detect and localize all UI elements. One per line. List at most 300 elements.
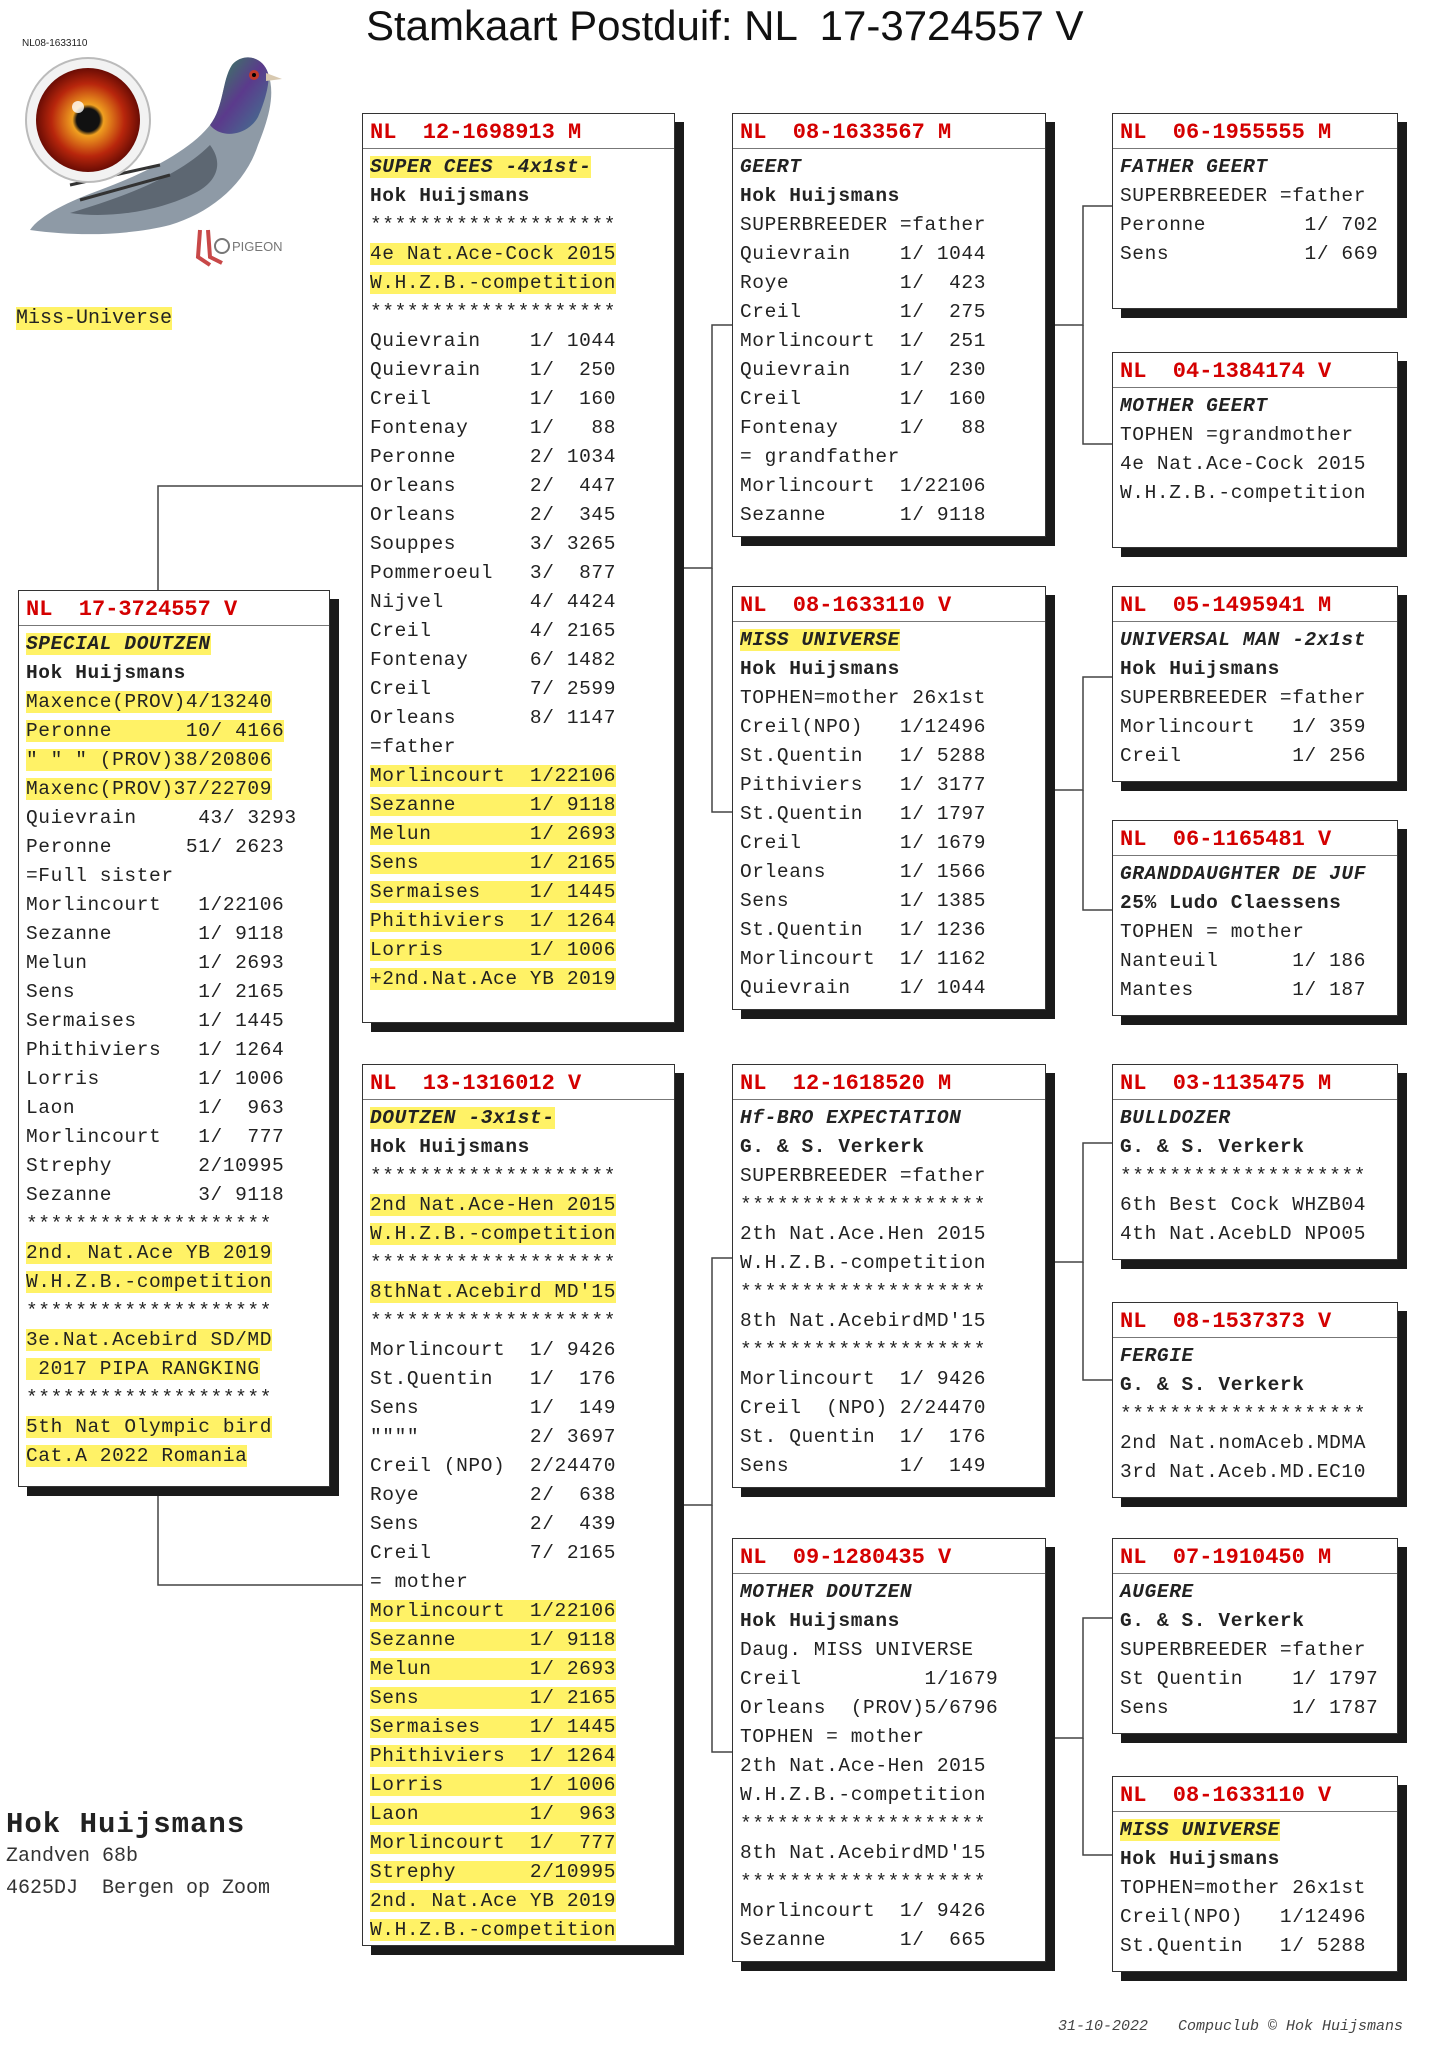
bird-name [1120, 1342, 1390, 1371]
line-text: Quievrain 1/ 1044 [740, 977, 987, 999]
line-text: Morlincourt 1/ 251 [740, 330, 987, 352]
line-text: St.Quentin 1/ 1236 [740, 919, 987, 941]
line-text: Sens 1/ 1385 [740, 890, 987, 912]
pedigree-line [370, 1829, 667, 1858]
line-text: Creil(NPO) 1/12496 [1120, 1906, 1367, 1928]
pedigree-line [26, 1268, 322, 1297]
pedigree-line [1120, 976, 1390, 1005]
pedigree-line [1120, 1694, 1390, 1723]
pedigree-line [26, 1239, 322, 1268]
line-text: Daug. MISS UNIVERSE [740, 1639, 974, 1661]
pedigree-line [26, 659, 322, 688]
line-text: ******************** [370, 301, 617, 323]
line-text: Morlincourt 1/ 9426 [370, 1339, 617, 1361]
line-text: 8th Nat.AcebirdMD'15 [740, 1310, 987, 1332]
line-text: BULLDOZER [1120, 1107, 1231, 1129]
pedigree-line [1120, 421, 1390, 450]
pedigree-line [740, 1752, 1038, 1781]
pedigree-line [370, 501, 667, 530]
bird-name [370, 1104, 667, 1133]
line-text: Sezanne 1/ 665 [740, 1929, 987, 1951]
card-father-mother [732, 586, 1046, 1010]
line-text: ******************** [26, 1387, 273, 1409]
bird-name [740, 1578, 1038, 1607]
line-text: Morlincourt 1/22106 [26, 894, 285, 916]
line-text: FATHER GEERT [1120, 156, 1268, 178]
line-text: " " " (PROV)38/20806 [26, 749, 273, 771]
line-text: TOPHEN = mother [740, 1726, 925, 1748]
line-text: Hok Huijsmans [1120, 1848, 1280, 1870]
line-text: Morlincourt 1/22106 [370, 1600, 617, 1622]
pedigree-line [740, 1452, 1038, 1481]
ring-number: NL 08-1633110 V [1113, 1781, 1397, 1812]
pedigree-line [740, 829, 1038, 858]
pedigree-line [1120, 479, 1390, 508]
ring-number: NL 03-1135475 M [1113, 1069, 1397, 1100]
line-text: Hok Huijsmans [370, 1136, 530, 1158]
piceon-logo [215, 239, 283, 254]
line-text: Quievrain 1/ 230 [740, 359, 987, 381]
pedigree-line [370, 820, 667, 849]
line-text: St.Quentin 1/ 5288 [740, 745, 987, 767]
line-text: FERGIE [1120, 1345, 1194, 1367]
pedigree-line [740, 800, 1038, 829]
pedigree-line [26, 688, 322, 717]
pedigree-line [740, 1926, 1038, 1955]
line-text: 8th Nat.AcebirdMD'15 [740, 1842, 987, 1864]
line-text: Cat.A 2022 Romania [26, 1445, 248, 1467]
line-text: Sezanne 1/ 9118 [26, 923, 285, 945]
line-text: SUPERBREEDER =father [1120, 185, 1367, 207]
pedigree-line [1120, 1400, 1390, 1429]
line-text: GRANDDAUGHTER DE JUF [1120, 863, 1367, 885]
line-text: Laon 1/ 963 [370, 1803, 617, 1825]
pedigree-line [740, 684, 1038, 713]
pedigree-line [26, 746, 322, 775]
line-text: Morlincourt 1/22106 [370, 765, 617, 787]
pedigree-line [370, 1539, 667, 1568]
pedigree-line [740, 240, 1038, 269]
line-text: TOPHEN =grandmother [1120, 424, 1354, 446]
pedigree-line [370, 559, 667, 588]
pedigree-line [370, 1249, 667, 1278]
pedigree-line [740, 1336, 1038, 1365]
line-text: Laon 1/ 963 [26, 1097, 285, 1119]
owner-street: Zandven 68b [6, 1845, 139, 1868]
line-text: Peronne 51/ 2623 [26, 836, 285, 858]
pedigree-line [370, 356, 667, 385]
card-fmm [1112, 820, 1398, 1016]
card-mff [1112, 1064, 1398, 1260]
ring-number: NL 12-1698913 M [363, 118, 674, 149]
line-text: Hok Huijsmans [26, 662, 186, 684]
owner-block [6, 1808, 270, 1905]
pedigree-line [740, 472, 1038, 501]
pedigree-line [740, 945, 1038, 974]
line-text: Morlincourt 1/ 359 [1120, 716, 1367, 738]
pedigree-line [740, 1897, 1038, 1926]
line-text: Sermaises 1/ 1445 [370, 881, 617, 903]
pedigree-line [740, 182, 1038, 211]
line-text: Creil (NPO) 2/24470 [740, 1397, 987, 1419]
line-text: Creil 4/ 2165 [370, 620, 617, 642]
line-text: 2nd. Nat.Ace YB 2019 [26, 1242, 273, 1264]
pedigree-line [740, 887, 1038, 916]
line-text: 4e Nat.Ace-Cock 2015 [1120, 453, 1367, 475]
line-text: Hok Huijsmans [740, 1610, 900, 1632]
pedigree-line [1120, 1220, 1390, 1249]
line-text: Creil 1/ 275 [740, 301, 987, 323]
pedigree-line [370, 878, 667, 907]
pedigree-line [370, 1655, 667, 1684]
line-text: Sermaises 1/ 1445 [26, 1010, 285, 1032]
line-text: W.H.Z.B.-competition [740, 1252, 987, 1274]
line-text: Sens 1/ 669 [1120, 243, 1379, 265]
pedigree-line [370, 211, 667, 240]
pedigree-line [740, 1220, 1038, 1249]
ring-number: NL 04-1384174 V [1113, 357, 1397, 388]
line-text: Nanteuil 1/ 186 [1120, 950, 1367, 972]
line-text: = grandfather [740, 446, 900, 468]
line-text: Peronne 10/ 4166 [26, 720, 285, 742]
line-text: Phithiviers 1/ 1264 [370, 1745, 617, 1767]
line-text: ******************** [740, 1339, 987, 1361]
pedigree-line [740, 1607, 1038, 1636]
line-text: 2nd Nat.Ace-Hen 2015 [370, 1194, 617, 1216]
line-text: Sens 2/ 439 [370, 1513, 617, 1535]
line-text: Sens 1/ 2165 [370, 1687, 617, 1709]
card-mother-father [732, 1064, 1046, 1488]
pedigree-line [740, 1162, 1038, 1191]
line-text: ******************** [740, 1871, 987, 1893]
line-text: =father [370, 736, 457, 758]
line-text: W.H.Z.B.-competition [370, 1919, 617, 1941]
line-text: St.Quentin 1/ 1797 [740, 803, 987, 825]
line-text: G. & S. Verkerk [1120, 1610, 1305, 1632]
pedigree-line [1120, 1607, 1390, 1636]
pedigree-line [740, 916, 1038, 945]
line-text: +2nd.Nat.Ace YB 2019 [370, 968, 617, 990]
line-text: Melun 1/ 2693 [370, 1658, 617, 1680]
pedigree-line [740, 1694, 1038, 1723]
pedigree-line [370, 1191, 667, 1220]
bird-name [370, 153, 667, 182]
line-text: Creil 1/ 160 [740, 388, 987, 410]
pedigree-line [370, 1365, 667, 1394]
pedigree-line [740, 713, 1038, 742]
pedigree-line [740, 771, 1038, 800]
line-text: St. Quentin 1/ 176 [740, 1426, 987, 1448]
pedigree-line [1120, 684, 1390, 713]
card-fmf [1112, 586, 1398, 782]
line-text: Maxence(PROV)4/13240 [26, 691, 273, 713]
pedigree-line [370, 1423, 667, 1452]
line-text: Sens 1/ 1787 [1120, 1697, 1379, 1719]
line-text: Roye 2/ 638 [370, 1484, 617, 1506]
pedigree-line [1120, 240, 1390, 269]
pedigree-line [370, 327, 667, 356]
line-text: Lorris 1/ 1006 [26, 1068, 285, 1090]
pedigree-line [26, 891, 322, 920]
line-text: Orleans 2/ 447 [370, 475, 617, 497]
pedigree-line [740, 1278, 1038, 1307]
line-text: ******************** [1120, 1165, 1367, 1187]
pedigree-line [370, 646, 667, 675]
bird-name [740, 1104, 1038, 1133]
line-text: SUPER CEES -4x1st- [370, 156, 592, 178]
line-text: AUGERE [1120, 1581, 1194, 1603]
ring-number: NL 06-1165481 V [1113, 825, 1397, 856]
line-text: Creil 1/ 160 [370, 388, 617, 410]
pedigree-line [370, 965, 667, 994]
line-text: Hok Huijsmans [740, 185, 900, 207]
pedigree-line [740, 1133, 1038, 1162]
pedigree-line [1120, 1665, 1390, 1694]
line-text: Sezanne 1/ 9118 [370, 1629, 617, 1651]
pedigree-line [370, 1452, 667, 1481]
line-text: ******************** [740, 1281, 987, 1303]
line-text: GEERT [740, 156, 802, 178]
pedigree-line [740, 269, 1038, 298]
line-text: Melun 1/ 2693 [370, 823, 617, 845]
pedigree-line [1120, 1636, 1390, 1665]
pedigree-line [370, 1133, 667, 1162]
line-text: Sezanne 3/ 9118 [26, 1184, 285, 1206]
pedigree-line [370, 849, 667, 878]
pedigree-line [1120, 947, 1390, 976]
pedigree-line [1120, 1903, 1390, 1932]
line-text: ******************** [740, 1813, 987, 1835]
line-text: Quievrain 1/ 1044 [370, 330, 617, 352]
line-text: Creil (NPO) 2/24470 [370, 1455, 617, 1477]
line-text: 2017 PIPA RANGKING [26, 1358, 260, 1380]
bird-name [26, 630, 322, 659]
pedigree-line [370, 588, 667, 617]
pedigree-line [740, 655, 1038, 684]
line-text: 3e.Nat.Acebird SD/MD [26, 1329, 273, 1351]
line-text: UNIVERSAL MAN -2x1st [1120, 629, 1367, 651]
line-text: Orleans 2/ 345 [370, 504, 617, 526]
pedigree-line [740, 211, 1038, 240]
line-text: G. & S. Verkerk [1120, 1374, 1305, 1396]
line-text: """" 2/ 3697 [370, 1426, 617, 1448]
pedigree-line [26, 1384, 322, 1413]
pedigree-line [740, 974, 1038, 1003]
line-text: Fontenay 6/ 1482 [370, 649, 617, 671]
line-text: Pithiviers 1/ 3177 [740, 774, 987, 796]
line-text: SUPERBREEDER =father [740, 1165, 987, 1187]
pedigree-line [1120, 450, 1390, 479]
line-text: 2nd. Nat.Ace YB 2019 [370, 1890, 617, 1912]
line-text: Maxenc(PROV)37/22709 [26, 778, 273, 800]
ring-number: NL 09-1280435 V [733, 1543, 1045, 1574]
pedigree-line [370, 182, 667, 211]
pedigree-line [26, 1413, 322, 1442]
line-text: 5th Nat Olympic bird [26, 1416, 273, 1438]
ring-number: NL 17-3724557 V [19, 595, 329, 626]
owner-name: Hok Huijsmans [6, 1808, 246, 1841]
line-text: DOUTZEN -3x1st- [370, 1107, 555, 1129]
logo-text: PIGEON [232, 239, 283, 254]
pedigree-line [26, 1181, 322, 1210]
pedigree-line [370, 675, 667, 704]
pedigree-line [740, 1868, 1038, 1897]
pedigree-line [370, 936, 667, 965]
line-text: St.Quentin 1/ 176 [370, 1368, 617, 1390]
pedigree-line [370, 733, 667, 762]
line-text: SUPERBREEDER =father [1120, 687, 1367, 709]
line-text: W.H.Z.B.-competition [1120, 482, 1367, 504]
card-mmf [1112, 1538, 1398, 1734]
line-text: G. & S. Verkerk [1120, 1136, 1305, 1158]
pedigree-line [370, 1336, 667, 1365]
pedigree-line [370, 1858, 667, 1887]
line-text: St.Quentin 1/ 5288 [1120, 1935, 1367, 1957]
line-text: Sens 1/ 149 [370, 1397, 617, 1419]
pedigree-line [740, 1781, 1038, 1810]
bird-name [1120, 153, 1390, 182]
pedigree-line [26, 833, 322, 862]
line-text: Lorris 1/ 1006 [370, 1774, 617, 1796]
line-text: Strephy 2/10995 [26, 1155, 285, 1177]
pedigree-line [370, 1742, 667, 1771]
line-text: Peronne 1/ 702 [1120, 214, 1379, 236]
line-text: Fontenay 1/ 88 [370, 417, 617, 439]
line-text: Hok Huijsmans [740, 658, 900, 680]
pedigree-line [26, 978, 322, 1007]
pedigree-line [740, 1307, 1038, 1336]
line-text: Fontenay 1/ 88 [740, 417, 987, 439]
photo-ring-label: NL08-1633110 [22, 38, 88, 49]
footer-date: 31-10-2022 [1058, 2018, 1149, 2035]
line-text: Phithiviers 1/ 1264 [370, 910, 617, 932]
line-text: ******************** [1120, 1403, 1367, 1425]
pedigree-line [740, 414, 1038, 443]
ring-number: NL 12-1618520 M [733, 1069, 1045, 1100]
pedigree-line [26, 804, 322, 833]
pedigree-line [1120, 1191, 1390, 1220]
bird-name [1120, 1104, 1390, 1133]
line-text: ******************** [26, 1213, 273, 1235]
line-text: Morlincourt 1/ 9426 [740, 1900, 987, 1922]
pedigree-line [740, 1191, 1038, 1220]
pedigree-line [740, 1810, 1038, 1839]
pedigree-line [740, 385, 1038, 414]
line-text: Morlincourt 1/ 1162 [740, 948, 987, 970]
pedigree-line [740, 356, 1038, 385]
line-text: 2th Nat.Ace-Hen 2015 [740, 1755, 987, 1777]
card-fff [1112, 113, 1398, 309]
line-text: Sermaises 1/ 1445 [370, 1716, 617, 1738]
line-text: ******************** [370, 1165, 617, 1187]
line-text: Strephy 2/10995 [370, 1861, 617, 1883]
pedigree-line [370, 414, 667, 443]
line-text: ******************** [370, 1310, 617, 1332]
pedigree-line [26, 775, 322, 804]
line-text: SPECIAL DOUTZEN [26, 633, 211, 655]
pedigree-line [740, 1839, 1038, 1868]
line-text: MISS UNIVERSE [1120, 1819, 1280, 1841]
line-text: Souppes 3/ 3265 [370, 533, 617, 555]
line-text: W.H.Z.B.-competition [740, 1784, 987, 1806]
ring-number: NL 13-1316012 V [363, 1069, 674, 1100]
pedigree-line [740, 443, 1038, 472]
pedigree-line [1120, 1371, 1390, 1400]
line-text: MOTHER DOUTZEN [740, 1581, 913, 1603]
pedigree-line [26, 1036, 322, 1065]
pedigree-line [26, 1326, 322, 1355]
bird-name [1120, 1578, 1390, 1607]
line-text: 3rd Nat.Aceb.MD.EC10 [1120, 1461, 1367, 1483]
pedigree-line [370, 1394, 667, 1423]
line-text: 8thNat.Acebird MD'15 [370, 1281, 617, 1303]
pedigree-line [1120, 742, 1390, 771]
line-text: Sezanne 1/ 9118 [370, 794, 617, 816]
line-text: MOTHER GEERT [1120, 395, 1268, 417]
card-mmm [1112, 1776, 1398, 1972]
line-text: Creil(NPO) 1/12496 [740, 716, 987, 738]
line-text: Creil 1/ 256 [1120, 745, 1367, 767]
line-text: 2nd Nat.nomAceb.MDMA [1120, 1432, 1367, 1454]
line-text: 25% Ludo Claessens [1120, 892, 1342, 914]
pedigree-line [370, 704, 667, 733]
card-father-father [732, 113, 1046, 537]
pedigree-line [370, 1510, 667, 1539]
pedigree-line [740, 1249, 1038, 1278]
pedigree-line [1120, 1133, 1390, 1162]
pedigree-line [1120, 1932, 1390, 1961]
ring-number: NL 08-1633110 V [733, 591, 1045, 622]
line-text: Phithiviers 1/ 1264 [26, 1039, 285, 1061]
card-ffm [1112, 352, 1398, 548]
line-text: Sens 1/ 2165 [370, 852, 617, 874]
line-text: Roye 1/ 423 [740, 272, 987, 294]
line-text: Sens 1/ 149 [740, 1455, 987, 1477]
pedigree-line [1120, 655, 1390, 684]
line-text: 2th Nat.Ace.Hen 2015 [740, 1223, 987, 1245]
pedigree-line [26, 1210, 322, 1239]
line-text: ******************** [370, 214, 617, 236]
ring-number: NL 05-1495941 M [1113, 591, 1397, 622]
line-text: W.H.Z.B.-competition [370, 272, 617, 294]
pedigree-line [370, 791, 667, 820]
line-text: Sezanne 1/ 9118 [740, 504, 987, 526]
photo-bird-name: Miss-Universe [16, 307, 173, 330]
line-text: ******************** [26, 1300, 273, 1322]
pedigree-line [370, 530, 667, 559]
pedigree-line [370, 907, 667, 936]
line-text: ******************** [740, 1194, 987, 1216]
pedigree-line [370, 1568, 667, 1597]
line-text: Morlincourt 1/ 9426 [740, 1368, 987, 1390]
bird-name [1120, 626, 1390, 655]
line-text: St Quentin 1/ 1797 [1120, 1668, 1379, 1690]
card-mother [362, 1064, 675, 1946]
pedigree-line [370, 762, 667, 791]
pedigree-line [740, 1665, 1038, 1694]
pedigree-line [1120, 889, 1390, 918]
line-text: Sens 1/ 2165 [26, 981, 285, 1003]
card-mother-mother [732, 1538, 1046, 1962]
pedigree-line [740, 1636, 1038, 1665]
pedigree-line [740, 327, 1038, 356]
pedigree-line [26, 1094, 322, 1123]
pedigree-line [1120, 713, 1390, 742]
pedigree-line [740, 501, 1038, 530]
card-subject [18, 590, 330, 1487]
line-text: ******************** [370, 1252, 617, 1274]
line-text: Pommeroeul 3/ 877 [370, 562, 617, 584]
